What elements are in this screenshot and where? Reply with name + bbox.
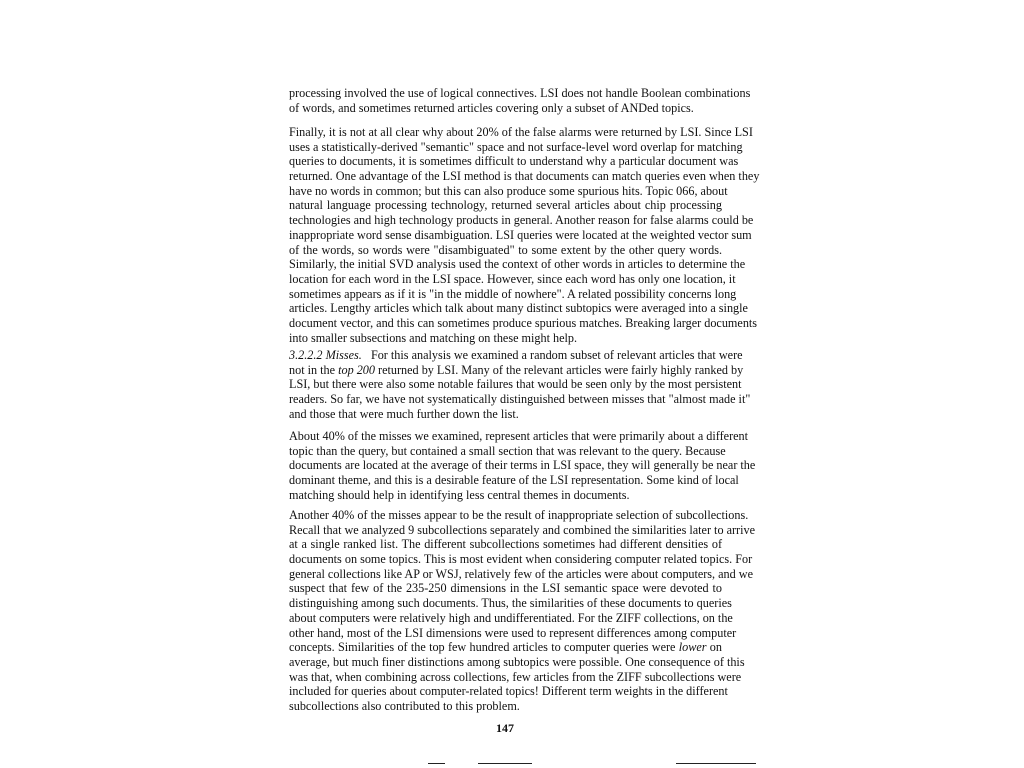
paragraph-boolean [289, 86, 751, 115]
text-line: readers. So far, we have not systematically distinguished between misses that "almost made it" [289, 392, 751, 407]
text-line: have no words in common; but this can also produce some spurious hits. Topic 066, about [289, 183, 728, 198]
text-line: technologies and high technology products in general. Another reason for false alarms could be [289, 213, 754, 228]
scan-artifact-line [676, 763, 756, 764]
text-line [289, 348, 743, 363]
section-misses [289, 348, 751, 421]
text-segment: on [706, 640, 722, 655]
text-line: of words, and sometimes returned articles covering only a subset of ANDed topics. [289, 100, 694, 115]
text-line: at a single ranked list. The different subcollections sometimes had different densities of [289, 537, 722, 552]
text-segment: For this analysis we examined a random subset of relevant articles that were [370, 348, 743, 362]
text-line: sometimes appears as if it is "in the middle of nowhere". A related possibility concerns long [289, 286, 737, 301]
text-line: About 40% of the misses we examined, represent articles that were primarily about a different [289, 429, 749, 443]
paragraph-misses-topic [289, 429, 756, 502]
text-line: dominant theme, and this is a desirable feature of the LSI representation. Some kind of local [289, 473, 739, 488]
text-line: Similarly, the initial SVD analysis used the context of other words in articles to determine the [289, 257, 746, 272]
text-line: distinguishing among such documents. Thus, the similarities of these documents to queries [289, 596, 732, 611]
paragraph-misses-subcollections [289, 508, 755, 714]
text-line: processing involved the use of logical connectives. LSI does not handle Boolean combinations [289, 86, 751, 100]
text-line: inappropriate word sense disambiguation. LSI queries were located at the weighted vector sum [289, 227, 752, 242]
text-line: returned. One advantage of the LSI method is that documents can match queries even when they [289, 169, 760, 184]
text-line: matching should help in identifying less central themes in documents. [289, 487, 630, 502]
text-line: documents on some topics. This is most evident when considering computer related topics. For [289, 552, 753, 567]
text-line: LSI, but there were also some notable failures that would be seen only by the most persistent [289, 377, 742, 392]
text-line: Finally, it is not at all clear why about 20% of the false alarms were returned by LSI. Since LSI [289, 125, 753, 139]
text-line: documents are located at the average of their terms in LSI space, they will generally be near the [289, 458, 756, 473]
scan-artifact-line [478, 763, 532, 764]
text-line: subcollections also contributed to this problem. [289, 698, 520, 713]
text-line: Recall that we analyzed 9 subcollections separately and combined the similarities later to arrive [289, 522, 755, 537]
text-line: was that, when combining across collections, few articles from the ZIFF subcollections were [289, 669, 742, 684]
text-line: about computers were relatively high and undifferentiated. For the ZIFF collections, on the [289, 610, 733, 625]
text-line: queries to documents, it is sometimes difficult to understand why a particular document was [289, 154, 739, 169]
text-segment: not in the [289, 362, 339, 377]
text-line [289, 362, 744, 378]
text-line: topic than the query, but contained a small section that was relevant to the query. Because [289, 443, 726, 458]
page-number: 147 [496, 721, 514, 735]
emphasis: lower [678, 640, 707, 655]
text-line: included for queries about computer-related topics! Different term weights in the different [289, 684, 728, 699]
emphasis: top 200 [338, 362, 375, 377]
text-line: into smaller subsections and matching on these might help. [289, 330, 578, 345]
text-line [289, 640, 722, 655]
paragraph-false-alarms [289, 125, 760, 345]
text-line: natural language processing technology, returned several articles about chip processing [289, 198, 722, 213]
text-segment: returned by LSI. Many of the relevant articles were fairly highly ranked by [375, 362, 744, 377]
section-heading: 3.2.2.2 Misses. [289, 348, 362, 362]
text-line: suspect that few of the 235-250 dimensions in the LSI semantic space were devoted to [289, 581, 722, 596]
text-line: of the words, so words were "disambiguated" to some extent by the other query words. [289, 242, 722, 257]
text-segment: concepts. Similarities of the top few hundred articles to computer queries were [289, 640, 679, 655]
text-line: general collections like AP or WSJ, relatively few of the articles were about computers, and we [289, 566, 753, 581]
text-line: articles. Lengthy articles which talk about many distinct subtopics were averaged into a single [289, 301, 748, 316]
text-line: document vector, and this can sometimes produce spurious matches. Breaking larger documents [289, 315, 758, 330]
text-line: uses a statistically-derived "semantic" space and not surface-level word overlap for matching [289, 139, 743, 154]
text-line: and those that were much further down the list. [289, 406, 519, 421]
text-line: average, but much finer distinctions among subtopics were possible. One consequence of this [289, 654, 745, 669]
text-line: other hand, most of the LSI dimensions were used to represent differences among computer [289, 625, 737, 640]
text-line: Another 40% of the misses appear to be the result of inappropriate selection of subcollections. [289, 508, 749, 522]
text-line: location for each word in the LSI space. However, since each word has only one location, it [289, 271, 736, 286]
scan-artifact-line [428, 763, 445, 764]
